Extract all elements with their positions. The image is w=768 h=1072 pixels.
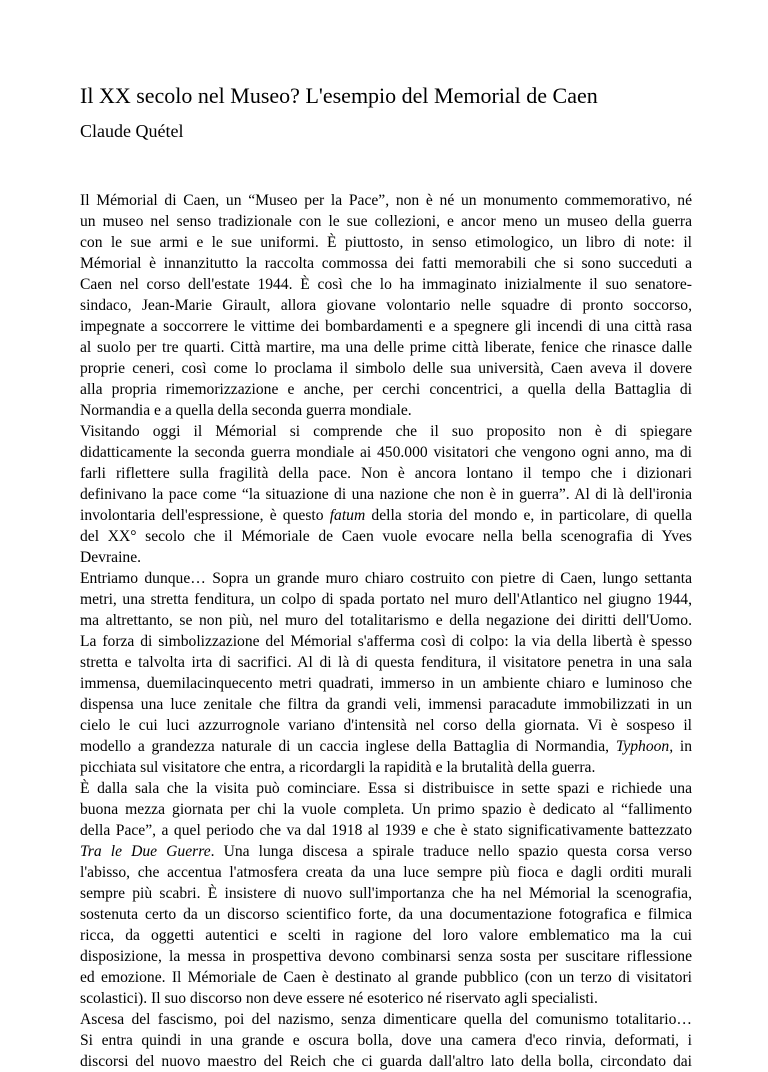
text-segment: del XX° secolo che il Mémoriale de Caen vuole evocare nella bella scenografia di Yves xyxy=(80,528,692,545)
text-segment: della storia del mondo e, in particolare, di quella xyxy=(365,507,692,524)
text-line xyxy=(80,463,692,484)
text-line xyxy=(80,358,692,379)
text-segment: alla propria rimemorizzazione e anche, per cerchi concentrici, a quella della Battaglia di xyxy=(80,381,692,398)
text-line xyxy=(80,946,692,967)
text-line xyxy=(80,631,692,652)
text-segment: sempre più scabri. È insistere di nuovo sull'importanza che ha nel Mémorial la scenografia, xyxy=(80,885,692,902)
text-segment: Entriamo dunque… Sopra un grande muro chiaro costruito con pietre di Caen, lungo settanta xyxy=(80,570,692,587)
text-line xyxy=(80,757,692,778)
text-segment: ricca, da oggetti autentici e scelti in ragione del loro valore emblematico ma la cui xyxy=(80,927,692,944)
text-line xyxy=(80,379,692,400)
text-segment: Mémorial è innanzitutto la raccolta commossa dei fatti memorabili che si sono succeduti a xyxy=(80,255,692,272)
text-line xyxy=(80,274,692,295)
document-title: Il XX secolo nel Museo? L'esempio del Memorial de Caen xyxy=(80,83,598,108)
document-body xyxy=(80,190,692,1072)
text-line xyxy=(80,1051,692,1072)
text-segment: La forza di simbolizzazione del Mémorial s'afferma così di colpo: la via della libertà è spesso xyxy=(80,633,692,650)
text-segment: in xyxy=(673,738,693,755)
text-segment: involontaria dell'espressione, è questo xyxy=(80,507,330,524)
text-line xyxy=(80,568,692,589)
text-line xyxy=(80,400,692,421)
text-segment: Il Mémorial di Caen, un “Museo per la Pace”, non è né un monumento commemorativo, né xyxy=(80,192,692,209)
text-segment: Normandia e a quella della seconda guerra mondiale. xyxy=(80,402,412,419)
text-segment: dispensa una luce zenitale che filtra da grandi veli, immensi paracadute immobilizzati in un xyxy=(80,696,692,713)
text-segment: disposizione, la messa in prospettiva devono combinarsi senza sosta per suscitare riflessione xyxy=(80,948,692,965)
text-segment: Visitando oggi il Mémorial si comprende che il suo proposito non è di spiegare xyxy=(80,423,692,440)
text-line xyxy=(80,1030,692,1051)
document-author: Claude Quétel xyxy=(80,121,184,141)
text-segment: metri, una stretta fenditura, un colpo di spada portato nel muro dell'Atlantico nel giugno 1944, xyxy=(80,591,692,608)
text-segment: l'abisso, che accentua l'atmosfera creata da una luce sempre più fioca e dagli orditi murali xyxy=(80,864,692,881)
text-line xyxy=(80,316,692,337)
text-segment: È dalla sala che la visita può cominciare. Essa si distribuisce in sette spazi e richiede una xyxy=(80,780,692,797)
text-line xyxy=(80,232,692,253)
text-segment: un museo nel senso tradizionale con le sue collezioni, e ancor meno un museo della guerra xyxy=(80,213,692,230)
text-line xyxy=(80,484,692,505)
text-line xyxy=(80,505,692,526)
text-line xyxy=(80,190,692,211)
text-line xyxy=(80,715,692,736)
text-segment: sostenuta certo da un discorso scientifico forte, da una documentazione fotografica e filmica xyxy=(80,906,692,923)
italic-text: Tra le Due Guerre xyxy=(80,843,211,860)
text-segment: proprie ceneri, così come lo proclama il simbolo delle sua università, Caen aveva il dovere xyxy=(80,360,692,377)
text-segment: al suolo per tre quarti. Città martire, ma una delle prime città liberate, fenice che rinasce dalle xyxy=(80,339,692,356)
text-line xyxy=(80,421,692,442)
text-segment: Devraine. xyxy=(80,549,142,566)
text-line xyxy=(80,295,692,316)
text-segment: Caen nel corso dell'estate 1944. È così che lo ha immaginato inizialmente il suo senatore- xyxy=(80,276,692,293)
text-line xyxy=(80,967,692,988)
text-line xyxy=(80,589,692,610)
text-segment: scolastici). Il suo discorso non deve essere né esoterico né riservato agli specialisti. xyxy=(80,990,598,1007)
text-segment: della Pace”, a quel periodo che va dal 1918 al 1939 e che è stato significativamente battezzato xyxy=(80,822,692,839)
text-line xyxy=(80,883,692,904)
text-segment: ed emozione. Il Mémoriale de Caen è destinato al grande pubblico (con un terzo di visitatori xyxy=(80,969,692,986)
text-segment: modello a grandezza naturale di un caccia inglese della Battaglia di Normandia, xyxy=(80,738,616,755)
text-segment: farli riflettere sulla fragilità della pace. Non è ancora lontano il tempo che i dizionari xyxy=(80,465,692,482)
text-line xyxy=(80,904,692,925)
text-segment: discorsi del nuovo maestro del Reich che ci guarda dall'altro lato della bolla, circondato dai xyxy=(80,1053,692,1070)
text-line xyxy=(80,442,692,463)
text-segment: . Una lunga discesa a spirale traduce nello spazio questa corsa verso xyxy=(210,843,692,860)
text-line xyxy=(80,652,692,673)
text-segment: con le sue armi e le sue uniformi. È piuttosto, in senso etimologico, un libro di note: il xyxy=(80,234,692,251)
italic-text: fatum xyxy=(329,507,366,524)
text-line xyxy=(80,211,692,232)
text-line xyxy=(80,673,692,694)
text-line xyxy=(80,841,692,862)
text-segment: impegnate a soccorrere le vittime dei bombardamenti e a spegnere gli incendi di una città rasa xyxy=(80,318,692,335)
text-segment: Ascesa del fascismo, poi del nazismo, senza dimenticare quella del comunismo totalitario… xyxy=(80,1011,692,1028)
text-line xyxy=(80,610,692,631)
text-line xyxy=(80,694,692,715)
text-line xyxy=(80,799,692,820)
text-segment: ma altrettanto, se non più, nel muro del totalitarismo e della negazione dei diritti dell'Uomo. xyxy=(80,612,692,629)
text-line xyxy=(80,253,692,274)
text-line xyxy=(80,1009,692,1030)
text-segment: immensa, duemilacinquecento metri quadrati, immerso in un ambiente chiaro e luminoso che xyxy=(80,675,692,692)
text-line xyxy=(80,547,692,568)
text-segment: cielo le cui luci azzurrognole variano d'intensità nel corso della giornata. Vi è sospeso il xyxy=(80,717,692,734)
text-segment: Si entra quindi in una grande e oscura bolla, dove una camera d'eco rinvia, deformati, i xyxy=(80,1032,692,1049)
text-line xyxy=(80,988,692,1009)
text-segment: definivano la pace come “la situazione di una nazione che non è in guerra”. Al di là dell'ironia xyxy=(80,486,692,503)
text-segment: sindaco, Jean-Marie Girault, allora giovane volontario nelle squadre di pronto soccorso, xyxy=(80,297,692,314)
text-line xyxy=(80,337,692,358)
text-line xyxy=(80,925,692,946)
text-line xyxy=(80,778,692,799)
text-line xyxy=(80,736,692,757)
text-segment: didatticamente la seconda guerra mondiale ai 450.000 visitatori che vengono ogni anno, ma di xyxy=(80,444,692,461)
text-line xyxy=(80,820,692,841)
text-segment: picchiata sul visitatore che entra, a ricordargli la rapidità e la brutalità della guerra. xyxy=(80,759,596,776)
text-segment: stretta e talvolta irta di sacrifici. Al di là di questa fenditura, il visitatore penetra in una sala xyxy=(80,654,692,671)
text-line xyxy=(80,862,692,883)
text-line xyxy=(80,526,692,547)
italic-text: Typhoon, xyxy=(615,738,674,755)
text-segment: buona mezza giornata per chi la vuole completa. Un primo spazio è dedicato al “fallimento xyxy=(80,801,692,818)
